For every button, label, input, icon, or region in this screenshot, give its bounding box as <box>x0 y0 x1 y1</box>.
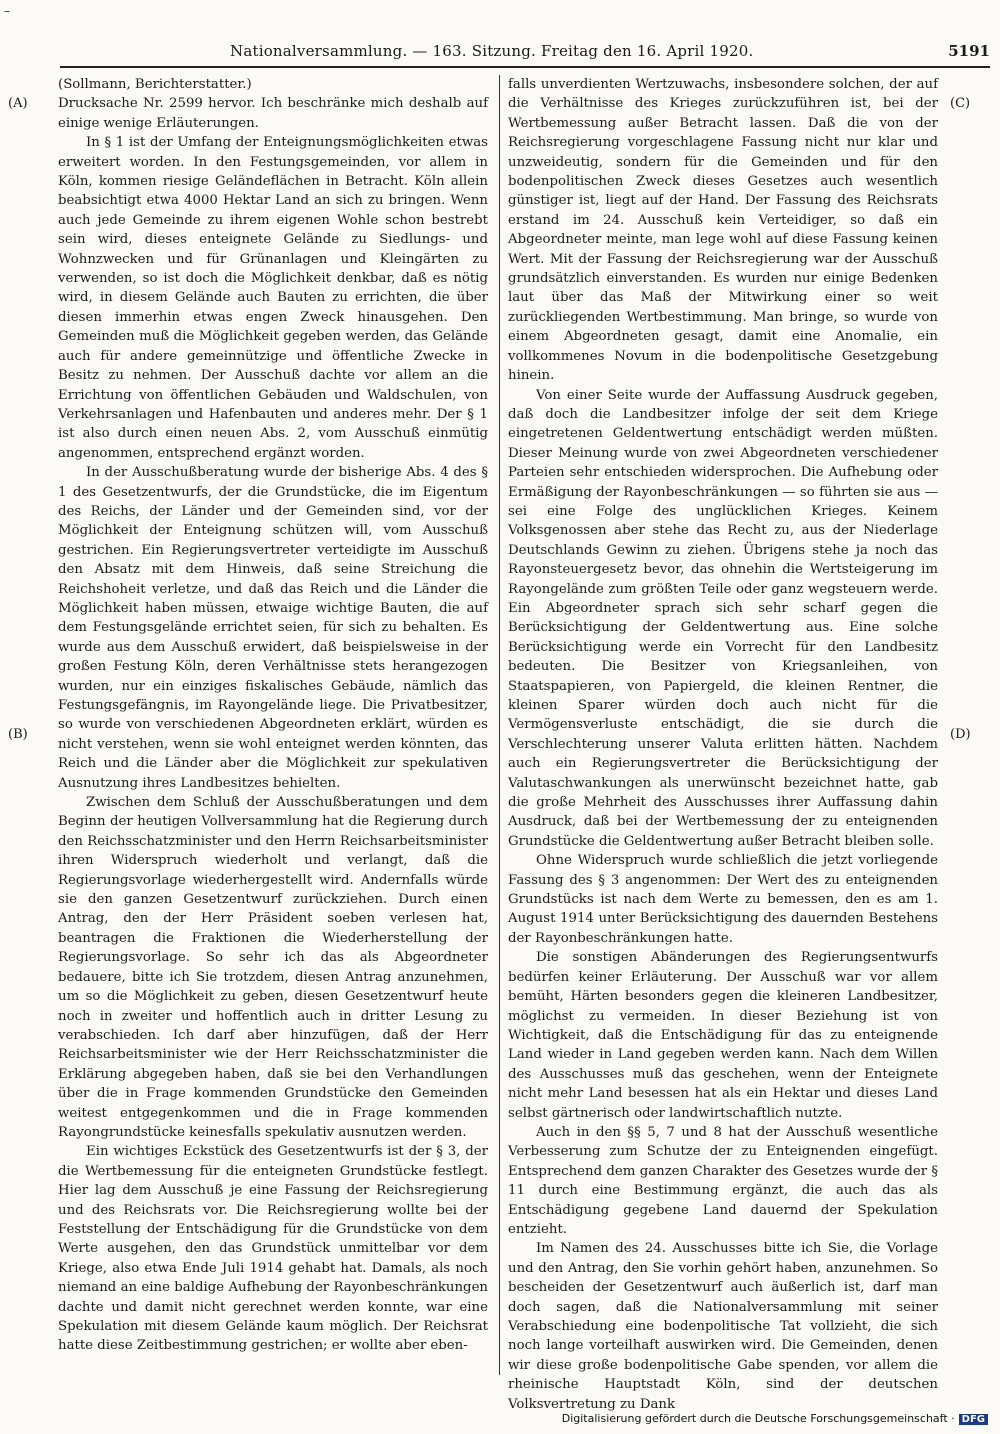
margin-mark-a: (A) <box>8 96 28 111</box>
right-paragraph: Im Namen des 24. Ausschusses bitte ich Sie, die Vorlage und den Antrag, den Sie vorhin gehört haben, anzunehmen. So bescheiden der Gesetzentwurf auch äußerlich ist, darf man doch sagen, daß die Nationalversammlung mit seiner Verabschiedung eine bodenpolitische Tat vollzieht, die sich noch lange vorteilhaft auswirken wird. Die Gemeinden, denen wir diese große bodenpolitische Gabe spenden, vor allem die rheinische Hauptstadt Köln, sind der deutschen Volksvertretung zu Dank <box>508 1241 938 1412</box>
left-paragraph: In der Ausschußberatung wurde der bisherige Abs. 4 des § 1 des Gesetzentwurfs, der die Grundstücke, die im Eigentum des Reichs, der Länder und der Gemeinden sind, vor der Möglichkeit der Enteignung schützen will, vom Ausschuß gestrichen. Ein Regierungsvertreter verteidigte im Ausschuß den Absatz mit dem Hinweis, daß seine Streichung die Reichshoheit verletze, und daß das Reich und die Länder die Möglichkeit haben müssen, etwaige wichtige Bauten, die auf dem Festungsgelände errichtet seien, für sich zu behalten. Es wurde aus dem Ausschuß erwidert, daß beispielsweise in der großen Festung Köln, deren Verhältnisse stets herangezogen wurden, nur ein einziges fiskalisches Gebäude, nämlich das Festungsgefängnis, im Rayongelände liege. Die Privatbesitzer, so wurde von verschiedenen Abgeordneten erklärt, würden es nicht verstehen, wenn sie wohl enteignet werden könnten, das Reich und die Länder aber die Möglichkeit zur spekulativen Ausnutzung ihres Landbesitzes behielten. <box>58 465 488 791</box>
speaker-note: (Sollmann, Berichterstatter.) <box>58 77 252 92</box>
right-column <box>508 75 938 1414</box>
margin-mark-d: (D) <box>950 727 971 742</box>
left-column <box>58 75 488 1356</box>
left-paragraph: Zwischen dem Schluß der Ausschußberatungen und dem Beginn der heutigen Vollversammlung hat die Regierung durch den Reichsschatzminister und den Herrn Reichsarbeitsminister ihren Widerspruch wiederholt und verlangt, daß die Regierungsvorlage wiederhergestellt wird. Andernfalls würde sie den ganzen Gesetzentwurf zurückziehen. Durch einen Antrag, den der Herr Präsident soeben verlesen hat, beantragen die Fraktionen die Wiederherstellung der Regierungsvorlage. So sehr ich das als Abgeordneter bedauere, bitte ich Sie trotzdem, diesen Antrag anzunehmen, um so die Möglichkeit zu geben, diesen Gesetzentwurf heute noch in zweiter und hoffentlich auch in dritter Lesung zu verabschieden. Ich darf aber hinzufügen, daß der Herr Reichsarbeitsminister wie der Herr Reichsschatzminister die Erklärung abgegeben haben, daß sie bei den Verhandlungen über die in Frage kommenden Grundstücke den Gemeinden weitest entgegenkommen und die in Frage kommenden Rayongrundstücke keinesfalls spekulativ ausnutzen werden. <box>58 795 488 1140</box>
footer-text: Digitalisierung gefördert durch die Deutsche Forschungsgemeinschaft · <box>561 1412 955 1425</box>
left-paragraph: In § 1 ist der Umfang der Enteignungsmöglichkeiten etwas erweitert worden. In den Festungsgemeinden, vor allem in Köln, kommen riesige Geländeflächen in Betracht. Köln allein beabsichtigt etwa 4000 Hektar Land an sich zu bringen. Wenn auch jede Gemeinde zu ihrem eigenen Wohle schon bestrebt sein wird, dieses enteignete Gelände zu Siedlungs- und Wohnzwecken und für Grünanlagen und Kleingärten zu verwenden, so ist doch die Möglichkeit denkbar, daß es nötig wird, in diesem Gelände auch Bauten zu errichten, die über diesen immerhin etwas engen Zweck hinausgehen. Den Gemeinden muß die Möglichkeit gegeben werden, das Gelände auch für andere gemeinnützige und öffentliche Zwecke in Besitz zu nehmen. Der Ausschuß dachte vor allem an die Errichtung von öffentlichen Gebäuden und Waldschulen, von Verkehrsanlagen und Hafenbauten und anderes mehr. Der § 1 ist also durch einen neuen Abs. 2, vom Ausschuß einmütig angenommen, entsprechend ergänzt worden. <box>58 135 488 461</box>
corner-mark: – <box>4 4 10 18</box>
page-header <box>10 42 990 68</box>
right-paragraph: Auch in den §§ 5, 7 und 8 hat der Ausschuß wesentliche Verbesserung zum Schutze der zu Enteignenden eingefügt. Entsprechend dem ganzen Charakter des Gesetzes wurde der § 11 durch eine Bestimmung ergänzt, die auch das als Entschädigung gegebene Land dauernd der Spekulation entzieht. <box>508 1124 938 1237</box>
footer-credit <box>562 1412 988 1425</box>
dfg-logo[interactable]: DFG <box>959 1414 988 1425</box>
margin-mark-c: (C) <box>950 96 971 111</box>
column-divider <box>499 75 500 1375</box>
left-paragraph: Drucksache Nr. 2599 hervor. Ich beschränke mich deshalb auf einige wenige Erläuterungen. <box>58 96 488 131</box>
header-title: Nationalversammlung. — 163. Sitzung. Freitag den 16. April 1920. <box>230 42 754 60</box>
right-paragraph: falls unverdienten Wertzuwachs, insbesondere solchen, der auf die Verhältnisse des Krieges zurückzuführen ist, bei der Wertbemessung außer Betracht lassen. Daß die von der Reichsregierung vorgeschlagene Fassung nicht nur klar und unzweideutig, sondern für die Gemeinden und für den bodenpolitischen Zweck dieses Gesetzes auch wesentlich günstiger ist, liegt auf der Hand. Der Fassung des Reichsrats erstand im 24. Ausschuß kein Verteidiger, so daß ein Abgeordneter meinte, man lege wohl auf diese Fassung keinen Wert. Mit der Fassung der Reichsregierung war der Ausschuß grundsätzlich einverstanden. Es wurden nur einige Bedenken laut über das Maß der Mitwirkung einer so weit zurückliegenden Wertbestimmung. Man bringe, so wurde von einem Abgeordneten gesagt, damit eine Anomalie, ein vollkommenes Novum in die bodenpolitische Gesetzgebung hinein. <box>508 77 938 384</box>
left-paragraph: Ein wichtiges Eckstück des Gesetzentwurfs ist der § 3, der die Wertbemessung für die enteigneten Grundstücke festlegt. Hier lag dem Ausschuß je eine Fassung der Reichsregierung und des Reichsrats vor. Die Reichsregierung wollte bei der Feststellung der Entschädigung für die Grundstücke von dem Werte ausgehen, den das Grundstück unmittelbar vor dem Kriege, also etwa Ende Juli 1914 gehabt hat. Damals, als noch niemand an eine baldige Aufhebung der Rayonbeschränkungen dachte und damit nicht gerechnet werden konnte, war eine Spekulation mit diesem Gelände kaum möglich. Der Reichsrat hatte diese Zeitbestimmung gestrichen; er wollte aber eben- <box>58 1144 488 1354</box>
right-paragraph: Von einer Seite wurde der Auffassung Ausdruck gegeben, daß doch die Landbesitzer infolge der seit dem Kriege eingetretenen Geldentwertung entschädigt werden müßten. Dieser Meinung wurde von zwei Abgeordneten verschiedener Parteien sehr entschieden widersprochen. Die Aufhebung oder Ermäßigung der Rayonbeschränkungen — so führten sie aus — sei eine Folge des unglücklichen Krieges. Keinem Volksgenossen aber stehe das Recht zu, aus der Niederlage Deutschlands Gewinn zu ziehen. Übrigens stehe ja noch das Rayonsteuergesetz bevor, das ohnehin die Wertsteigerung im Rayongelände zum größten Teile oder ganz wegsteuern werde. Ein Abgeordneter sprach sich sehr scharf gegen die Berücksichtigung der Geldentwertung aus. Eine solche Berücksichtigung werde ein Vorrecht für den Landbesitz bedeuten. Die Besitzer von Kriegsanleihen, von Staatspapieren, von Papiergeld, die kleinen Rentner, die kleinen Sparer würden doch auch nicht für die Vermögensverluste entschädigt, die sie durch die Verschlechterung unserer Valuta erlitten hätten. Nachdem auch ein Regierungsvertreter die Berücksichtigung der Valutaschwankungen als unerwünscht bezeichnet hatte, gab die große Mehrheit des Ausschusses ihrer Auffassung dahin Ausdruck, daß bei der Wertbemessung der zu enteignenden Grundstücke die Geldentwertung außer Betracht bleiben solle. <box>508 387 938 849</box>
right-paragraph: Ohne Widerspruch wurde schließlich die jetzt vorliegende Fassung des § 3 angenommen: Der Wert des zu enteignenden Grundstücks ist nach dem Werte zu bemessen, den es am 1. August 1914 unter Berücksichtigung des dauernden Bestehens der Rayonbeschränkungen hatte. <box>508 853 938 946</box>
page-number: 5191 <box>948 42 990 60</box>
header-rule <box>60 66 990 68</box>
margin-mark-b: (B) <box>8 727 28 742</box>
right-paragraph: Die sonstigen Abänderungen des Regierungsentwurfs bedürfen keiner Erläuterung. Der Ausschuß war vor allem bemüht, Härten besonders gegen die kleineren Landbesitzer, möglichst zu vermeiden. In dieser Beziehung ist von Wichtigkeit, daß die Entschädigung für das zu enteignende Land wieder in Land gegeben werden kann. Nach dem Willen des Ausschusses muß das geschehen, wenn der Enteignete nicht mehr Land besessen hat als ein Hektar und dieses Land selbst gärtnerisch oder landwirtschaftlich nutzte. <box>508 950 938 1121</box>
